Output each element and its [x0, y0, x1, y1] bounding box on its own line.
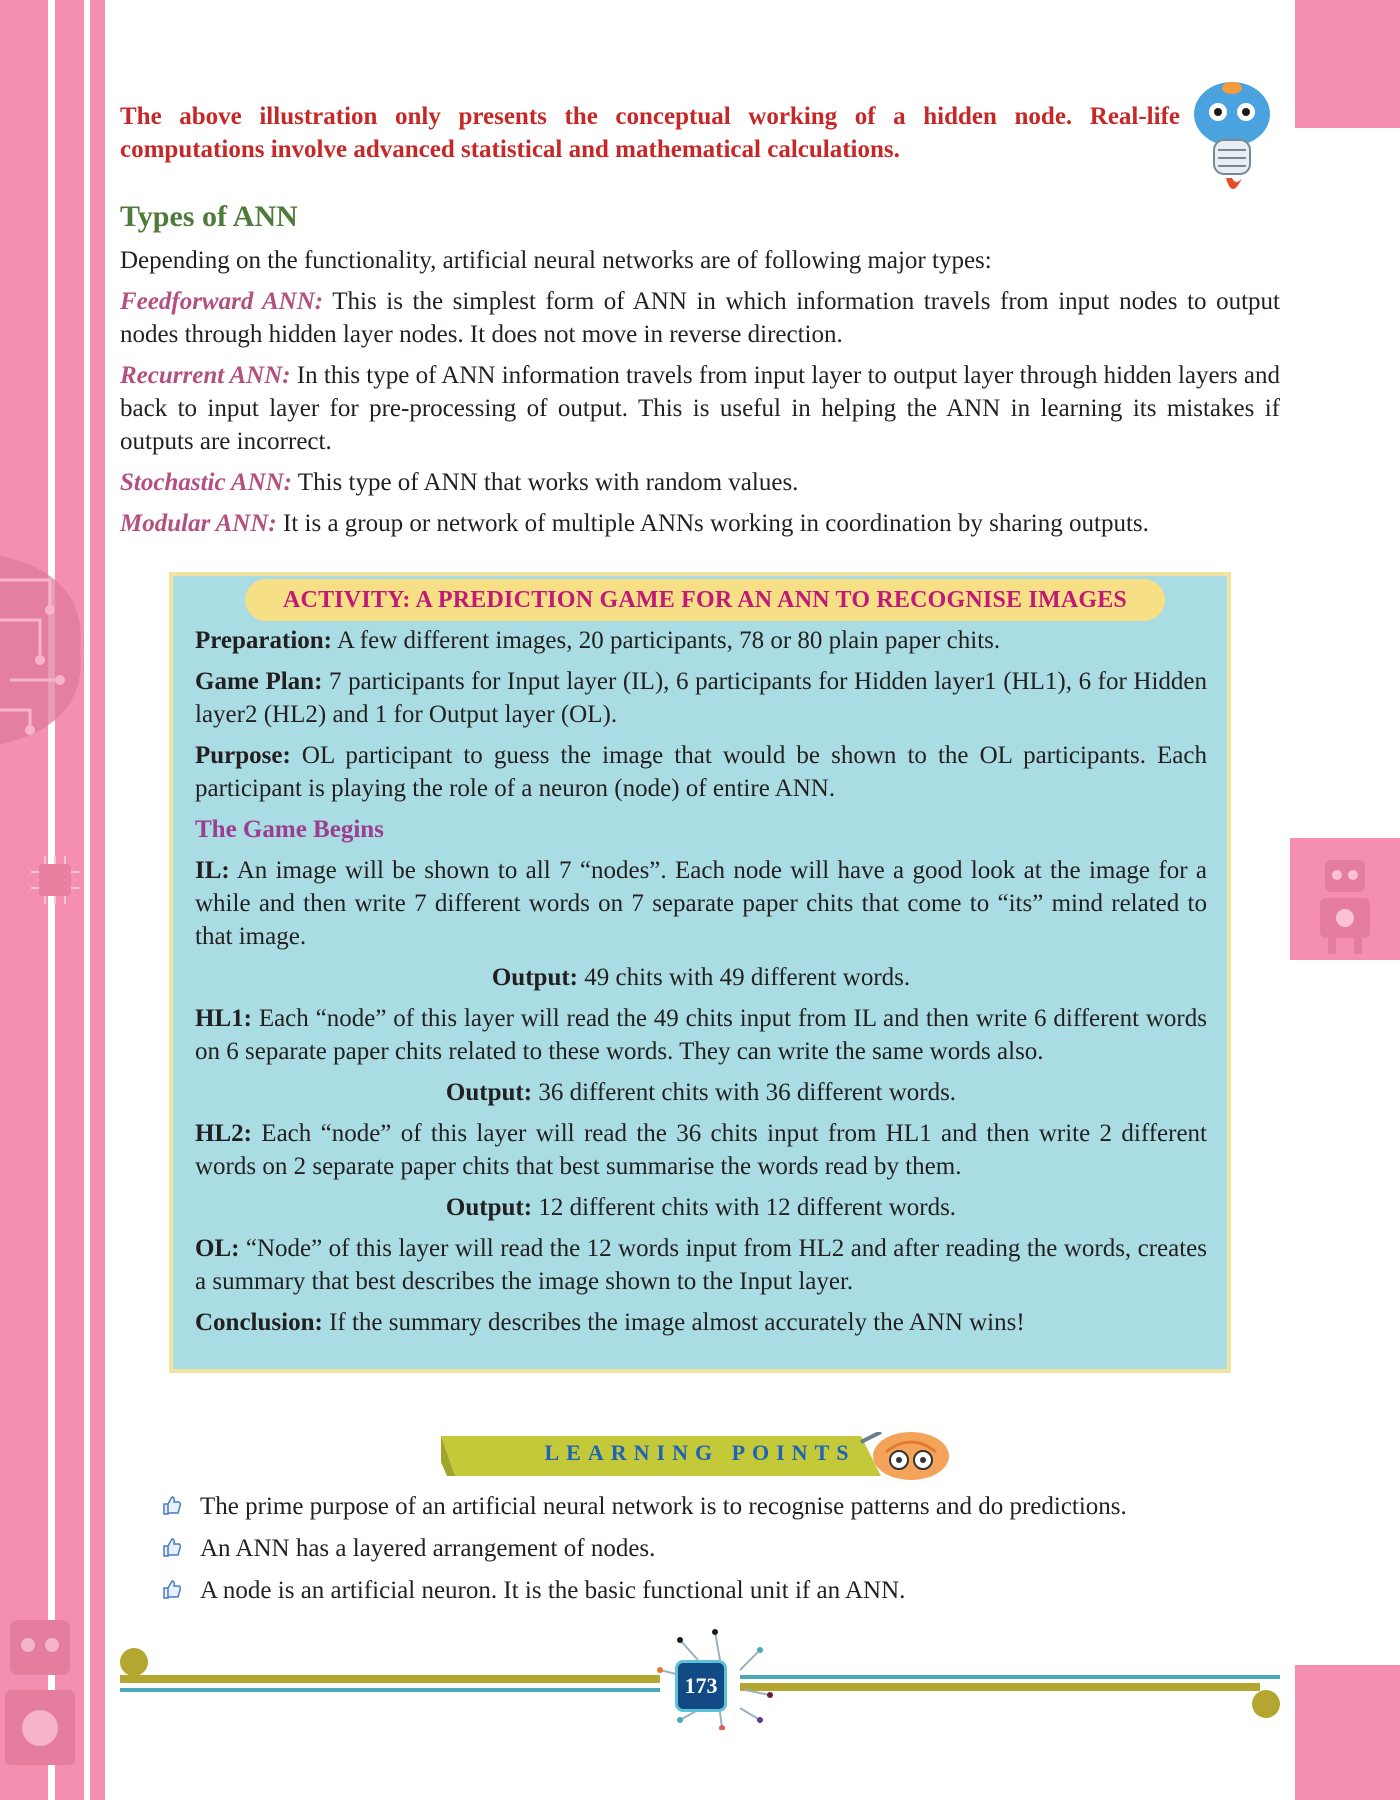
activity-body — [195, 624, 1207, 1347]
activity-hl2-output — [195, 1191, 1207, 1224]
ann-type-description: In this type of ANN information travels from input layer to output layer through hidden layers and back to input layer for pre-processing of output. This is useful in helping the ANN in learning its mistakes if outputs are incorrect. — [120, 362, 1280, 455]
activity-hl2 — [195, 1117, 1207, 1183]
text: OL participant to guess the image that would be shown to the OL participants. Each participant is playing the role of a neuron (node) of entire ANN. — [195, 742, 1207, 802]
activity-il-output — [195, 961, 1207, 994]
label: Output: — [445, 1194, 533, 1221]
activity-subheading: The Game Begins — [195, 816, 384, 843]
ann-type-item — [120, 507, 1280, 540]
activity-purpose — [195, 739, 1207, 805]
page-footer — [120, 1620, 1280, 1730]
ann-type-description: This type of ANN that works with random values. — [292, 469, 799, 496]
learning-point-text: An ANN has a layered arrangement of nodes. — [200, 1535, 656, 1562]
circuit-brain-icon — [0, 540, 90, 760]
label: Output: — [491, 964, 578, 991]
label: IL: — [195, 857, 230, 884]
thumbs-up-icon — [160, 1578, 182, 1600]
learning-point-text: A node is an artificial neuron. It is the basic functional unit if an ANN. — [200, 1577, 906, 1604]
text: Each “node” of this layer will read the 36 chits input from HL1 and then write 2 different words on 2 separate paper chits that best summarise the words read by them. — [195, 1120, 1207, 1180]
activity-ol — [195, 1232, 1207, 1298]
label: HL1: — [195, 1005, 252, 1032]
label: HL2: — [195, 1120, 252, 1147]
label: Purpose: — [195, 742, 291, 769]
activity-game-plan — [195, 665, 1207, 731]
text: 49 chits with 49 different words. — [578, 964, 911, 991]
section-intro: Depending on the functionality, artificial neural networks are of following major types: — [120, 247, 992, 274]
text: A few different images, 20 participants, 78 or 80 plain paper chits. — [332, 627, 1001, 654]
activity-hl1-output — [195, 1076, 1207, 1109]
ann-type-item — [120, 359, 1280, 458]
text: “Node” of this layer will read the 12 words input from HL2 and after reading the words, creates a summary that best describes the image shown to the Input layer. — [195, 1235, 1207, 1295]
chip-icon — [25, 850, 85, 910]
right-decorative-block — [1290, 838, 1400, 960]
learning-points-list — [160, 1490, 1280, 1616]
label: OL: — [195, 1235, 240, 1262]
learning-point-text: The prime purpose of an artificial neural network is to recognise patterns and do predictions. — [200, 1493, 1127, 1520]
label: Game Plan: — [195, 668, 323, 695]
right-decorative-block — [1295, 1665, 1400, 1800]
activity-hl1 — [195, 1002, 1207, 1068]
ann-type-item — [120, 466, 1280, 499]
ann-type-description: This is the simplest form of ANN in which information travels from input nodes to output nodes through hidden layer nodes. It does not move in reverse direction. — [120, 288, 1280, 348]
robot-silhouette-icon — [1290, 838, 1400, 960]
robot-silhouette-icon — [0, 1600, 90, 1800]
ann-type-term: Modular ANN: — [120, 510, 277, 537]
ann-type-item — [120, 285, 1280, 351]
activity-il — [195, 854, 1207, 953]
learning-point-item — [160, 1490, 1280, 1523]
learning-point-item — [160, 1532, 1280, 1565]
text: Each “node” of this layer will read the 49 chits input from IL and then write 6 different words on 6 separate paper chits related to these words. They can write the same words also. — [195, 1005, 1207, 1065]
bulb-robot-mascot-icon — [1188, 74, 1276, 200]
section-heading: Types of ANN — [120, 200, 298, 233]
right-decorative-block — [1295, 0, 1400, 128]
thumbs-up-icon — [160, 1536, 182, 1558]
text: If the summary describes the image almost accurately the ANN wins! — [322, 1309, 1025, 1336]
label: Output: — [445, 1079, 533, 1106]
label: Conclusion: — [195, 1309, 323, 1336]
ann-types-list — [120, 285, 1280, 548]
activity-conclusion — [195, 1306, 1207, 1339]
label: Preparation: — [195, 627, 333, 654]
illustration-note: The above illustration only presents the conceptual working of a hidden node. Real-life computations involve advanced statistical and mathematical calculations. — [120, 103, 1180, 163]
learning-point-item — [160, 1574, 1280, 1607]
ann-type-term: Recurrent ANN: — [120, 362, 291, 389]
page-number: 173 — [675, 1660, 727, 1712]
thumbs-up-icon — [160, 1494, 182, 1516]
learning-points-title: LEARNING POINTS — [544, 1440, 856, 1465]
activity-preparation — [195, 624, 1207, 657]
ann-type-description: It is a group or network of multiple ANNs working in coordination by sharing outputs. — [276, 510, 1149, 537]
activity-box — [169, 572, 1231, 1373]
text: 12 different chits with 12 different words. — [532, 1194, 957, 1221]
text: An image will be shown to all 7 “nodes”. Each node will have a good look at the image for a while and then write 7 different words on 7 separate paper chits that come to “its” mind related to that image. — [195, 857, 1207, 950]
ann-type-term: Feedforward ANN: — [120, 288, 324, 315]
text: 36 different chits with 36 different words. — [532, 1079, 957, 1106]
text: 7 participants for Input layer (IL), 6 participants for Hidden layer1 (HL1), 6 for Hidden layer2 (HL2) and 1 for Output layer (OL). — [195, 668, 1207, 728]
ann-type-term: Stochastic ANN: — [120, 469, 292, 496]
activity-title: ACTIVITY: A PREDICTION GAME FOR AN ANN TO RECOGNISE IMAGES — [245, 579, 1165, 621]
